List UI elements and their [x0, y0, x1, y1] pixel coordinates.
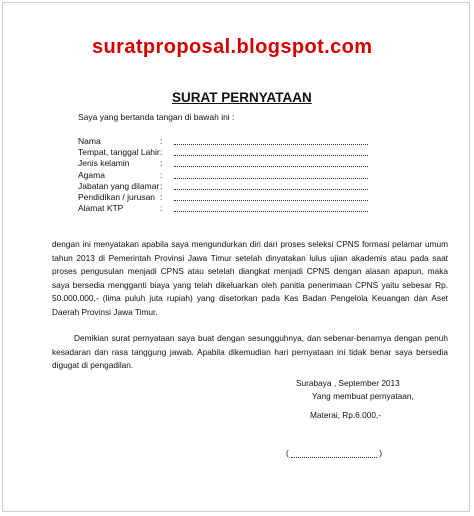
field-blank — [174, 158, 368, 167]
identity-fields — [78, 136, 368, 214]
field-row-agama — [78, 170, 368, 181]
field-row-pendidikan — [78, 192, 368, 203]
field-colon: : — [160, 147, 163, 158]
field-row-jabatan — [78, 181, 368, 192]
field-row-ttl — [78, 147, 368, 158]
place-date: Surabaya , September 2013 — [296, 378, 400, 388]
field-colon: : — [160, 169, 163, 180]
field-colon: : — [160, 203, 163, 214]
field-row-jenis-kelamin — [78, 158, 368, 169]
open-paren: ( — [286, 448, 289, 458]
signature-blank — [291, 450, 377, 458]
field-blank — [174, 170, 368, 179]
field-colon: : — [160, 136, 163, 146]
field-label: Tempat, tanggal Lahir — [78, 147, 160, 158]
stamp-duty-note: Materai, Rp.6.000,- — [310, 410, 382, 420]
field-colon: : — [160, 158, 163, 169]
field-label: Jenis kelamin — [78, 158, 130, 169]
field-row-nama — [78, 136, 368, 147]
field-colon: : — [160, 180, 163, 191]
field-blank — [174, 192, 368, 201]
signer-caption: Yang membuat pernyataan, — [312, 391, 414, 401]
watermark-url: suratproposal.blogspot.com — [92, 36, 373, 58]
close-paren: ) — [379, 448, 382, 458]
field-blank — [174, 181, 368, 190]
field-label: Jabatan yang dilamar — [78, 180, 160, 191]
field-blank — [174, 147, 368, 156]
field-label: Pendidikan / jurusan — [78, 191, 156, 202]
document-title: SURAT PERNYATAAN — [172, 90, 312, 105]
field-label: Agama — [78, 169, 105, 180]
intro-text: Saya yang bertanda tangan di bawah ini : — [78, 112, 235, 122]
signature-name-line — [286, 448, 382, 458]
field-blank — [174, 203, 368, 212]
field-row-alamat — [78, 203, 368, 214]
field-blank — [174, 136, 368, 145]
field-colon: : — [160, 191, 163, 202]
closing-paragraph: Demikian surat pernyataan saya buat dengan sesungguhnya, dan sebenar-benarnya dengan penuh kesadaran dan rasa tanggung jawab. Apabila dikemudian hari pernyataan ini tidak benar saya bersedia digugat di pengadilan. — [52, 333, 448, 371]
field-label: Nama — [78, 136, 101, 146]
statement-paragraph: dengan ini menyatakan apabila saya mengundurkan diri dari proses seleksi CPNS formasi pelamar umum tahun 2013 di Pemerintah Provinsi Jawa Timur setelah dinyatakan lulus ujian akademis atau pada saat proses pengusulan menjadi CPNS atau setelah diangkat menjadi CPNS dengan alasan apapun, maka saya bersedia mengganti biaya yang telah dikeluarkan oleh panitia penerimaan CPNS yaitu sebesar Rp. 50.000.000,- (lima puluh juta rupiah) yang disetorkan pada Kas Badan Pengelola Keuangan dan Aset Daerah Provinsi Jawa Timur. — [52, 239, 448, 317]
field-label: Alamat KTP — [78, 203, 124, 214]
